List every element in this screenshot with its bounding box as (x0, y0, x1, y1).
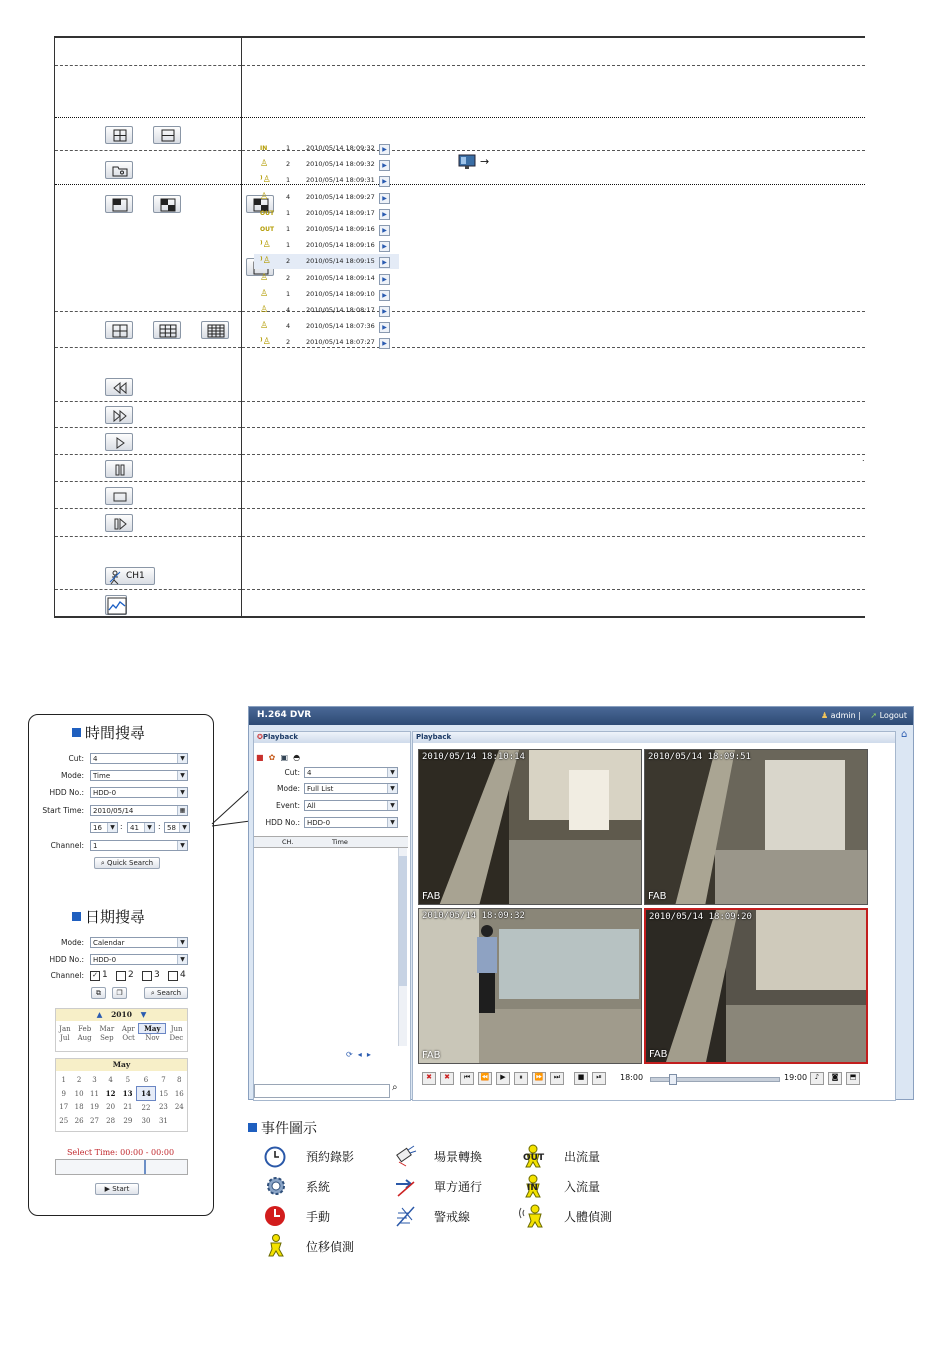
table-row (55, 117, 866, 150)
chevron-down-icon: ▼ (177, 771, 187, 780)
calendar-day[interactable]: 3 (92, 1075, 97, 1084)
camera-1-image (419, 750, 642, 905)
month-title: May (56, 1059, 187, 1071)
event-channel: 1 (286, 241, 291, 250)
list-search-input[interactable] (254, 1084, 390, 1098)
out-flow-icon: OUT (260, 226, 275, 233)
table-row (55, 508, 866, 536)
hour-select[interactable]: 16 ▼ (90, 822, 118, 833)
event-list-scrollbar[interactable] (398, 848, 407, 1046)
event-channel: 2 (286, 338, 291, 347)
play-icon[interactable]: ▶ (496, 1072, 510, 1085)
playback-icon: ✪ (257, 733, 263, 741)
close-all-icon[interactable]: ✖ (440, 1072, 454, 1085)
calendar-day[interactable]: 12 (105, 1089, 116, 1098)
calendar-day[interactable]: 13 (122, 1089, 133, 1098)
manual-clock-icon (264, 1204, 288, 1228)
table-row (55, 454, 866, 481)
chevron-down-icon: ▼ (177, 938, 187, 947)
event-time: 2010/05/14 18:09:15 (306, 257, 375, 266)
legend-label: 人體偵測 (564, 1210, 613, 1224)
motion-icon (264, 1234, 288, 1258)
step-forward-button[interactable] (105, 514, 133, 532)
human-detect-icon (518, 1204, 546, 1228)
calendar-day[interactable]: 30 (141, 1116, 151, 1125)
event-select[interactable]: All ▼ (304, 800, 398, 811)
list-item[interactable] (254, 238, 399, 253)
human-detect-icon: ⁾♙ (260, 337, 271, 348)
chevron-down-icon: ▼ (387, 768, 397, 777)
arrow-right-icon: → (480, 154, 490, 168)
app-title: H.264 DVR (257, 710, 312, 720)
pap-button[interactable] (153, 195, 181, 213)
next-year-icon[interactable]: ▼ (140, 1010, 147, 1019)
quick-search-button[interactable]: ⌕ Quick Search (94, 857, 160, 869)
legend-label: 單方通行 (434, 1180, 483, 1194)
legend-label: 系統 (306, 1180, 331, 1194)
hdd-select[interactable]: HDD-0 ▼ (90, 787, 188, 798)
play-event-icon[interactable]: ▶ (379, 322, 390, 333)
legend-label: 入流量 (564, 1180, 601, 1194)
channel-checkbox-3[interactable] (142, 971, 152, 981)
selected-month[interactable]: May (139, 1024, 166, 1034)
table-row (55, 589, 866, 617)
scene-change-icon (394, 1144, 418, 1168)
calendar-day[interactable]: 21 (123, 1103, 133, 1112)
chevron-down-icon: ▼ (177, 955, 187, 964)
minute-select[interactable]: 41 ▼ (127, 822, 155, 833)
timeline-chart-button[interactable] (105, 595, 127, 615)
motion-icon: ♙ (260, 288, 269, 299)
last-icon[interactable]: ⏭ (550, 1072, 564, 1085)
close-channel-icon[interactable]: ✖ (422, 1072, 436, 1085)
svg-text:OUT: OUT (523, 1153, 545, 1163)
list-item[interactable] (254, 190, 399, 205)
play-event-icon[interactable]: ▶ (379, 225, 390, 236)
event-time: 2010/05/14 18:09:31 (306, 176, 375, 185)
play-event-icon[interactable]: ▶ (379, 176, 390, 187)
camera-icon[interactable]: ◓ (293, 753, 301, 762)
calendar-day[interactable]: 10 (74, 1089, 84, 1098)
table-row (55, 184, 866, 311)
out-flow-icon (520, 1144, 546, 1168)
mode-label: Mode: (61, 771, 84, 780)
legend-label: 出流量 (564, 1150, 601, 1164)
event-list-header: CH. Time (254, 836, 408, 848)
stop-button[interactable] (105, 487, 133, 505)
event-icon[interactable]: ■ (256, 753, 264, 762)
calendar-day[interactable]: 27 (90, 1116, 99, 1125)
search-icon: ⌕ (150, 989, 158, 997)
playback-list-panel: ✪Playback ■ ✿ ▣ ◓ Cut: 4 ▼ Mode: Full List ▼ Event: All ▼ HDD No.: HDD-0 ▼ CH. Time ⟳ ◂ ▸ ⌕ (253, 731, 411, 1101)
pause-icon[interactable]: ⏸ (514, 1072, 528, 1085)
select-all-button[interactable] (91, 987, 106, 999)
calendar-day (172, 1114, 187, 1127)
table-row (55, 347, 866, 401)
out-flow-icon: OUT (260, 209, 275, 217)
play-button[interactable] (105, 433, 133, 451)
nine-view-button[interactable] (153, 321, 181, 339)
user-label[interactable]: ♟ admin | (820, 711, 861, 720)
calendar-day[interactable]: 15 (159, 1089, 169, 1098)
play-event-icon[interactable]: ▶ (379, 274, 390, 285)
table-row (55, 481, 866, 508)
date-search-title: 日期搜尋 (72, 906, 145, 927)
event-time: 2010/05/14 18:09:32 (306, 160, 375, 169)
gear-icon[interactable]: ✿ (268, 753, 276, 762)
cut-select[interactable]: 4 ▼ (90, 753, 188, 764)
channel-checkbox-2[interactable] (116, 971, 126, 981)
logout-icon: ➚ (870, 711, 878, 720)
svg-text:IN: IN (527, 1183, 538, 1193)
calendar-day[interactable]: 17 (59, 1103, 69, 1112)
event-channel: 2 (286, 273, 291, 282)
logout-link[interactable]: ➚ Logout (870, 711, 907, 720)
fast-forward-button[interactable] (105, 406, 133, 424)
motion-icon: ♙ (260, 159, 269, 170)
camera-4-image (646, 910, 866, 1062)
day-picker (55, 1058, 188, 1132)
event-channel: 1 (286, 289, 291, 298)
start-button[interactable]: ▶ Start (95, 1183, 139, 1195)
calendar-day[interactable]: 29 (123, 1116, 133, 1125)
list-item[interactable] (254, 303, 399, 318)
list-item[interactable] (254, 173, 399, 188)
time-search-title: 時間搜尋 (72, 722, 145, 743)
mode-label: Mode: (61, 938, 84, 947)
event-channel: 1 (286, 225, 291, 233)
step-icon[interactable]: ⏯ (592, 1072, 606, 1085)
calendar-day[interactable]: 18 (74, 1103, 84, 1112)
list-item[interactable] (254, 157, 399, 172)
channel-label: Channel: (50, 971, 84, 980)
list-item[interactable] (254, 319, 399, 334)
event-time: 2010/05/14 18:09:10 (306, 289, 375, 298)
legend-label: 預約錄影 (306, 1150, 355, 1164)
select-time-label: Select Time: 00:00 - 00:00 (66, 1148, 175, 1157)
clock-icon (264, 1146, 288, 1168)
cut-label: Cut: (68, 754, 84, 763)
month-picker (55, 1008, 188, 1052)
event-time: 2010/05/14 18:09:32 (306, 144, 375, 152)
square-icon: ❐ (116, 989, 123, 997)
event-channel: 4 (286, 322, 291, 331)
second-select[interactable]: 58 ▼ (164, 822, 190, 833)
zoom-out-button[interactable] (153, 126, 181, 144)
stray-dot: . (862, 454, 865, 463)
mode-select[interactable]: Time ▼ (90, 770, 188, 781)
list-item[interactable] (254, 222, 399, 237)
copy-icon: ⧉ (96, 989, 101, 997)
next-page-icon[interactable]: ▸ (366, 1050, 371, 1059)
chevron-down-icon: ▼ (387, 784, 397, 793)
chevron-down-icon: ▼ (107, 823, 117, 832)
event-time: 2010/05/14 18:09:16 (306, 225, 375, 233)
list-item[interactable] (254, 141, 399, 156)
event-channel: 1 (286, 208, 291, 217)
calendar-day[interactable]: 25 (59, 1116, 69, 1125)
mode-select[interactable]: Calendar ▼ (90, 937, 188, 948)
camera-3-image (419, 909, 642, 1064)
table-row (55, 311, 866, 347)
quad-view-button[interactable] (105, 321, 133, 339)
legend-label: 場景轉換 (434, 1150, 483, 1164)
fast-forward-icon[interactable]: ⏩ (532, 1072, 546, 1085)
monitor-icon[interactable]: ▣ (280, 753, 289, 762)
calendar-day[interactable]: 24 (174, 1103, 184, 1112)
in-flow-icon: IN (260, 145, 268, 152)
zoom-in-button[interactable] (105, 126, 133, 144)
legend-label: 手動 (306, 1210, 331, 1224)
channel-label: Channel: (50, 841, 84, 850)
hdd-label: HDD No.: (49, 788, 84, 797)
event-channel: 2 (286, 257, 291, 266)
calendar-icon[interactable]: ▦ (177, 806, 187, 815)
volume-icon[interactable]: ♪ (810, 1072, 824, 1085)
chevron-down-icon: ▼ (144, 823, 154, 832)
monitor-icon (458, 154, 476, 170)
mode-select[interactable]: Full List ▼ (304, 783, 398, 794)
legend-title: 事件圖示 (248, 1118, 317, 1138)
list-item[interactable] (254, 287, 399, 302)
search-icon[interactable]: ⌕ (392, 1082, 398, 1093)
refresh-icon[interactable]: ⟳ (346, 1050, 353, 1059)
snapshot-icon[interactable]: ◙ (828, 1072, 842, 1085)
hdd-select[interactable]: HDD-0 ▼ (90, 954, 188, 965)
play-event-icon[interactable]: ▶ (379, 144, 390, 155)
motion-icon: ♙ (260, 191, 269, 202)
alert-line-icon (394, 1204, 418, 1228)
event-channel: 4 (286, 192, 291, 201)
pip-button[interactable] (105, 195, 133, 213)
motion-icon: ♙ (260, 272, 269, 283)
rewind-button[interactable] (105, 378, 133, 396)
play-event-icon[interactable]: ▶ (379, 338, 390, 349)
start-time-label: Start Time: (42, 806, 84, 815)
play-icon: ▶ (104, 1185, 113, 1193)
search-button[interactable]: ⌕ Search (144, 987, 188, 999)
time-range-slider[interactable] (55, 1159, 188, 1175)
playback-icon-table (54, 36, 865, 618)
cut-select[interactable]: 4 ▼ (304, 767, 398, 778)
month-grid: Jan Feb Mar Apr May Jun Jul Aug Sep Oct Nov Dec (59, 1024, 184, 1042)
hdd-label: HDD No.: (49, 955, 84, 964)
calendar-day[interactable]: 31 (158, 1116, 168, 1125)
user-icon: ♟ (820, 711, 829, 720)
calendar-day[interactable]: 23 (158, 1103, 168, 1112)
event-channel: 4 (286, 306, 291, 314)
list-item[interactable] (254, 254, 399, 269)
event-time: 2010/05/14 18:09:27 (306, 192, 375, 201)
start-date-input[interactable]: 2010/05/14 ▦ (90, 805, 188, 816)
hdd-select[interactable]: HDD-0 ▼ (304, 817, 398, 828)
playback-control-bar (418, 1071, 868, 1085)
calendar-day[interactable]: 11 (90, 1089, 99, 1098)
first-icon[interactable]: ⏮ (460, 1072, 474, 1085)
table-row (55, 536, 866, 589)
dvr-title-bar (249, 707, 913, 725)
fullscreen-icon[interactable]: ⬒ (846, 1072, 860, 1085)
event-channel: 1 (286, 144, 291, 152)
list-item[interactable] (254, 206, 399, 221)
calendar-day[interactable]: 1 (61, 1075, 66, 1084)
chevron-down-icon: ▼ (177, 841, 187, 850)
channel-checkboxes: ✓ 1 2 3 4 (90, 970, 200, 982)
play-event-icon[interactable]: ▶ (379, 241, 390, 252)
channel-checkbox-4[interactable] (168, 971, 178, 981)
rewind-icon[interactable]: ⏪ (478, 1072, 492, 1085)
timeline-handle[interactable] (669, 1074, 677, 1085)
event-time: 2010/05/14 18:07:27 (306, 338, 375, 347)
legend-label: 位移偵測 (306, 1240, 355, 1254)
camera-tile-4-selected[interactable]: 2010/05/14 18:09:20 FAB (644, 908, 868, 1064)
timeline-end: 19:00 (784, 1073, 808, 1082)
legend-label: 警戒線 (434, 1210, 471, 1224)
timeline-slider[interactable] (650, 1077, 780, 1082)
main-panel-title: Playback (413, 732, 895, 743)
camera-tile-1[interactable]: 2010/05/14 18:10:14 FAB (418, 749, 642, 905)
calendar-day[interactable]: 22 (141, 1103, 151, 1112)
date-search-panel (38, 930, 202, 1210)
calendar-day[interactable]: 8 (177, 1075, 182, 1084)
channel-select[interactable]: 1 ▼ (90, 840, 188, 851)
table-row (55, 427, 866, 454)
event-time: 2010/05/14 18:09:16 (306, 241, 375, 250)
stop-icon[interactable]: ■ (574, 1072, 588, 1085)
motion-icon: ♙ (260, 305, 269, 315)
calendar-day[interactable]: 20 (106, 1103, 116, 1112)
play-event-icon[interactable]: ▶ (379, 209, 390, 220)
in-flow-icon (520, 1174, 546, 1198)
event-time: 2010/05/14 18:08:17 (306, 306, 375, 314)
calendar-day[interactable]: 7 (161, 1075, 166, 1084)
event-channel: 2 (286, 160, 291, 169)
camera-tile-3[interactable]: 2010/05/14 18:09:32 FAB (418, 908, 642, 1064)
search-icon: ⌕ (100, 859, 108, 867)
calendar-day[interactable]: 16 (174, 1089, 184, 1098)
calendar-day[interactable]: 28 (106, 1116, 116, 1125)
gear-icon (264, 1174, 288, 1198)
table-row (55, 401, 866, 427)
channel-checkbox-1[interactable]: ✓ (90, 971, 100, 981)
home-icon[interactable]: ⌂ (901, 729, 908, 740)
slider-handle[interactable] (144, 1160, 146, 1174)
play-event-icon[interactable]: ▶ (379, 160, 390, 171)
event-time: 2010/05/14 18:09:17 (306, 208, 375, 217)
panel-toolbar (256, 745, 300, 764)
play-event-icon[interactable]: ▶ (379, 257, 390, 268)
table-row (55, 65, 866, 117)
dvr-window (248, 144, 914, 1100)
calendar-day[interactable]: 5 (125, 1075, 131, 1084)
time-search-panel: Cut: 4 ▼ Mode: Time ▼ HDD No.: HDD-0 ▼ Start Time: 2010/05/14 ▦ 16 ▼ : 41 ▼ : 58 ▼ Channel: 1 ▼ ⌕ Quick Search (38, 744, 202, 874)
one-way-icon (394, 1174, 418, 1198)
event-time: 2010/05/14 18:09:14 (306, 273, 375, 282)
camera-2-image (645, 750, 868, 905)
calendar-day[interactable]: 26 (74, 1116, 84, 1125)
calendar-day[interactable]: 6 (143, 1075, 149, 1084)
calendar-day[interactable]: 19 (90, 1103, 99, 1112)
play-event-icon[interactable]: ▶ (379, 306, 390, 317)
chevron-down-icon: ▼ (387, 818, 397, 827)
list-nav (346, 1050, 371, 1059)
selected-day[interactable]: 14 (137, 1087, 156, 1101)
snapshot-folder-button[interactable] (105, 161, 133, 179)
clear-all-button[interactable] (112, 987, 127, 999)
timeline-start: 18:00 (620, 1073, 644, 1082)
human-detect-icon: ⁾♙ (260, 240, 271, 251)
pause-button[interactable] (105, 460, 133, 478)
sixteen-view-button[interactable] (201, 321, 229, 339)
chevron-down-icon: ▼ (179, 823, 189, 832)
event-time: 2010/05/14 18:07:36 (306, 322, 375, 331)
event-channel: 1 (286, 176, 291, 185)
human-detect-icon: ⁾♙ (260, 256, 271, 267)
calendar-day[interactable]: 4 (108, 1075, 113, 1084)
calendar-day[interactable]: 9 (61, 1089, 66, 1098)
year-label: 2010 (111, 1010, 132, 1019)
table-row (55, 37, 866, 65)
human-detect-icon: ⁾♙ (260, 175, 271, 186)
channel-event-button[interactable] (105, 567, 155, 585)
camera-tile-2[interactable]: 2010/05/14 18:09:51 FAB (644, 749, 868, 905)
day-grid (56, 1073, 187, 1127)
list-item[interactable] (254, 271, 399, 286)
calendar-day[interactable]: 2 (76, 1075, 82, 1084)
chevron-down-icon: ▼ (177, 788, 187, 797)
play-event-icon[interactable]: ▶ (379, 290, 390, 301)
prev-page-icon[interactable]: ◂ (357, 1050, 362, 1059)
play-event-icon[interactable]: ▶ (379, 193, 390, 204)
motion-icon: ♙ (260, 321, 269, 332)
chevron-down-icon: ▼ (387, 801, 397, 810)
table-row (55, 150, 866, 184)
ch1-label: CH1 (126, 570, 145, 581)
chevron-down-icon: ▼ (177, 754, 187, 763)
prev-year-icon[interactable]: ▲ (96, 1010, 103, 1019)
list-item[interactable] (254, 335, 399, 350)
